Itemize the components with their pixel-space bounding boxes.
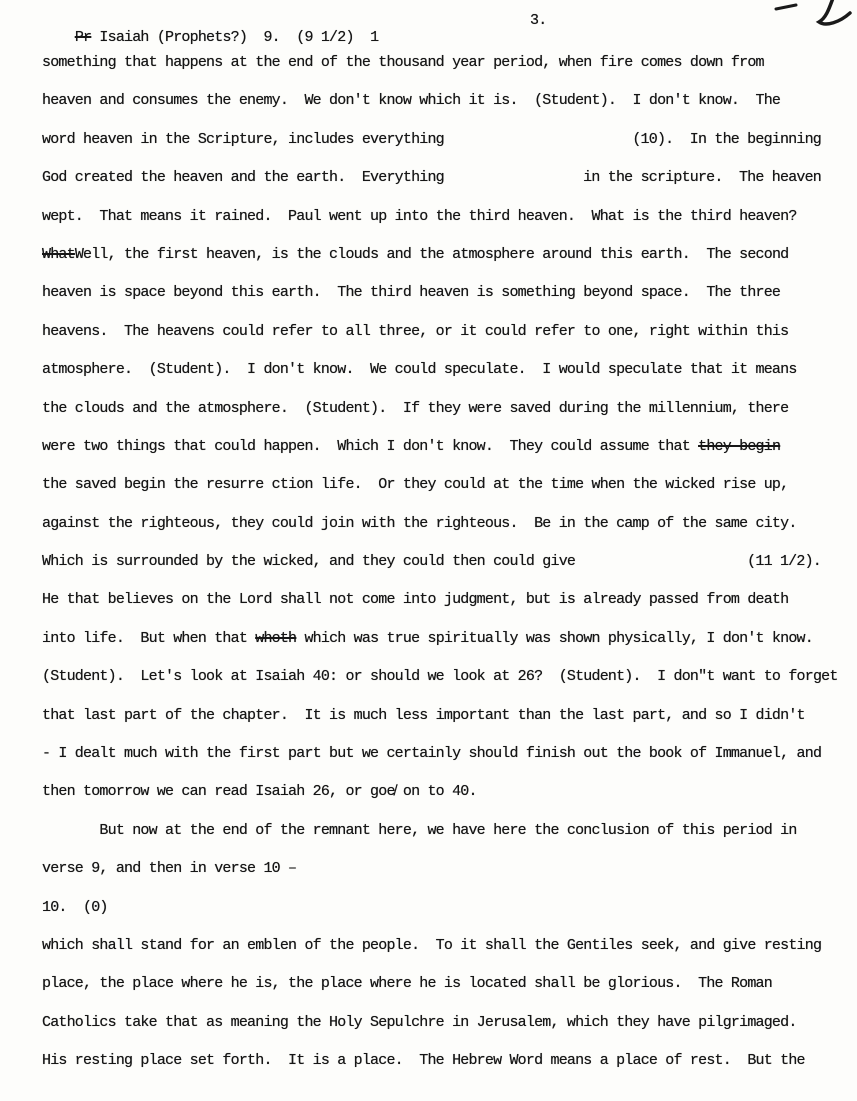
- document-line: [42, 658, 838, 696]
- line-text: God created the heaven and the earth. Everything: [42, 169, 444, 187]
- document-line: [42, 390, 821, 428]
- line-text: Which is surrounded by the wicked, and they could then could give: [42, 553, 576, 571]
- line-text: heavens. The heavens could refer to all three, or it could refer to one, right within this: [42, 322, 789, 340]
- line-text: then tomorrow we can read Isaiah 26, or goe̸ on to 40.: [42, 783, 477, 801]
- line-text: something that happens at the end of the thousand year period, when fire comes down from: [42, 54, 764, 71]
- document-line: [42, 428, 821, 466]
- line-right-text: in the scripture. The heaven: [583, 169, 821, 187]
- document-line: [42, 274, 821, 312]
- document-line: [42, 44, 821, 82]
- document-line: [42, 159, 821, 197]
- document-line: [42, 313, 821, 351]
- line-text: place, the place where he is, the place where he is located shall be glorious. The Roman: [42, 975, 772, 993]
- line-text: that last part of the chapter. It is much less important than the last part, and so I didn't: [42, 706, 805, 724]
- line-text-after-strike: Well, the first heaven, is the clouds and the atmosphere around this earth. The second: [74, 245, 789, 263]
- document-line: [42, 889, 821, 927]
- document-body: [42, 44, 838, 1081]
- struck-text: whoth: [255, 629, 297, 647]
- document-line: [42, 812, 821, 850]
- line-text: - I dealt much with the first part but we certainly should finish out the book of Immanuel, and: [42, 745, 822, 763]
- header-title: Isaiah (Prophets?) 9. (9 1/2) 1: [91, 29, 379, 46]
- line-text: He that believes on the Lord shall not come into judgment, but is already passed from death: [42, 591, 789, 609]
- document-line: [42, 697, 821, 735]
- line-text: into life. But when that: [42, 629, 256, 647]
- line-text: were two things that could happen. Which I don't know. They could assume that: [42, 437, 699, 455]
- line-right-text: (10). In the beginning: [632, 130, 821, 148]
- document-line: [42, 965, 821, 1003]
- document-line: [42, 236, 821, 274]
- line-text: the saved begin the resurre ction life. Or they could at the time when the wicked rise up,: [42, 476, 789, 494]
- line-text: word heaven in the Scripture, includes everything: [42, 130, 444, 148]
- document-line: [42, 505, 821, 543]
- page-number: 3.: [530, 12, 547, 29]
- line-text: which shall stand for an emblen of the people. To it shall the Gentiles seek, and give resting: [42, 936, 822, 954]
- line-text: Catholics take that as meaning the Holy Sepulchre in Jerusalem, which they have pilgrimaged.: [42, 1013, 797, 1031]
- document-line: [42, 466, 821, 504]
- document-line: [42, 351, 821, 389]
- line-text: the clouds and the atmosphere. (Student). If they were saved during the millennium, there: [42, 399, 789, 417]
- document-line: [42, 121, 821, 159]
- document-line: [42, 927, 821, 965]
- document-line: [42, 1042, 821, 1080]
- line-text: atmosphere. (Student). I don't know. We could speculate. I would speculate that it means: [42, 361, 797, 379]
- line-text: His resting place set forth. It is a place. The Hebrew Word means a place of rest. But the: [42, 1052, 805, 1070]
- document-line: [42, 581, 821, 619]
- document-line: [42, 543, 821, 581]
- line-text: 10. (0): [42, 898, 108, 916]
- document-line: [42, 773, 821, 811]
- document-line: [42, 82, 821, 120]
- document-line: [42, 620, 821, 658]
- line-text: against the righteous, they could join with the righteous. Be in the camp of the same city.: [42, 514, 797, 532]
- struck-text: What: [42, 245, 75, 263]
- line-text-after-strike: which was true spiritually was shown physically, I don't know.: [296, 629, 813, 647]
- document-header: [42, 12, 821, 46]
- line-text: But now at the end of the remnant here, we have here the conclusion of this period in: [42, 821, 797, 839]
- line-text: verse 9, and then in verse 10 –: [42, 860, 297, 878]
- line-text: heaven and consumes the enemy. We don't know which it is. (Student). I don't know. The: [42, 92, 781, 110]
- line-text: heaven is space beyond this earth. The third heaven is something beyond space. The three: [42, 284, 781, 302]
- document-line: [42, 1004, 821, 1042]
- document-line: [42, 850, 821, 888]
- document-line: [42, 735, 821, 773]
- line-text: (Student). Let's look at Isaiah 40: or should we look at 26? (Student). I don"t want to forget: [42, 668, 838, 686]
- line-text: wept. That means it rained. Paul went up into the third heaven. What is the third heaven?: [42, 207, 797, 225]
- document-line: [42, 198, 821, 236]
- line-right-text: (11 1/2).: [747, 553, 821, 571]
- struck-header-text: Pr: [74, 29, 92, 46]
- struck-text: they begin: [698, 437, 781, 455]
